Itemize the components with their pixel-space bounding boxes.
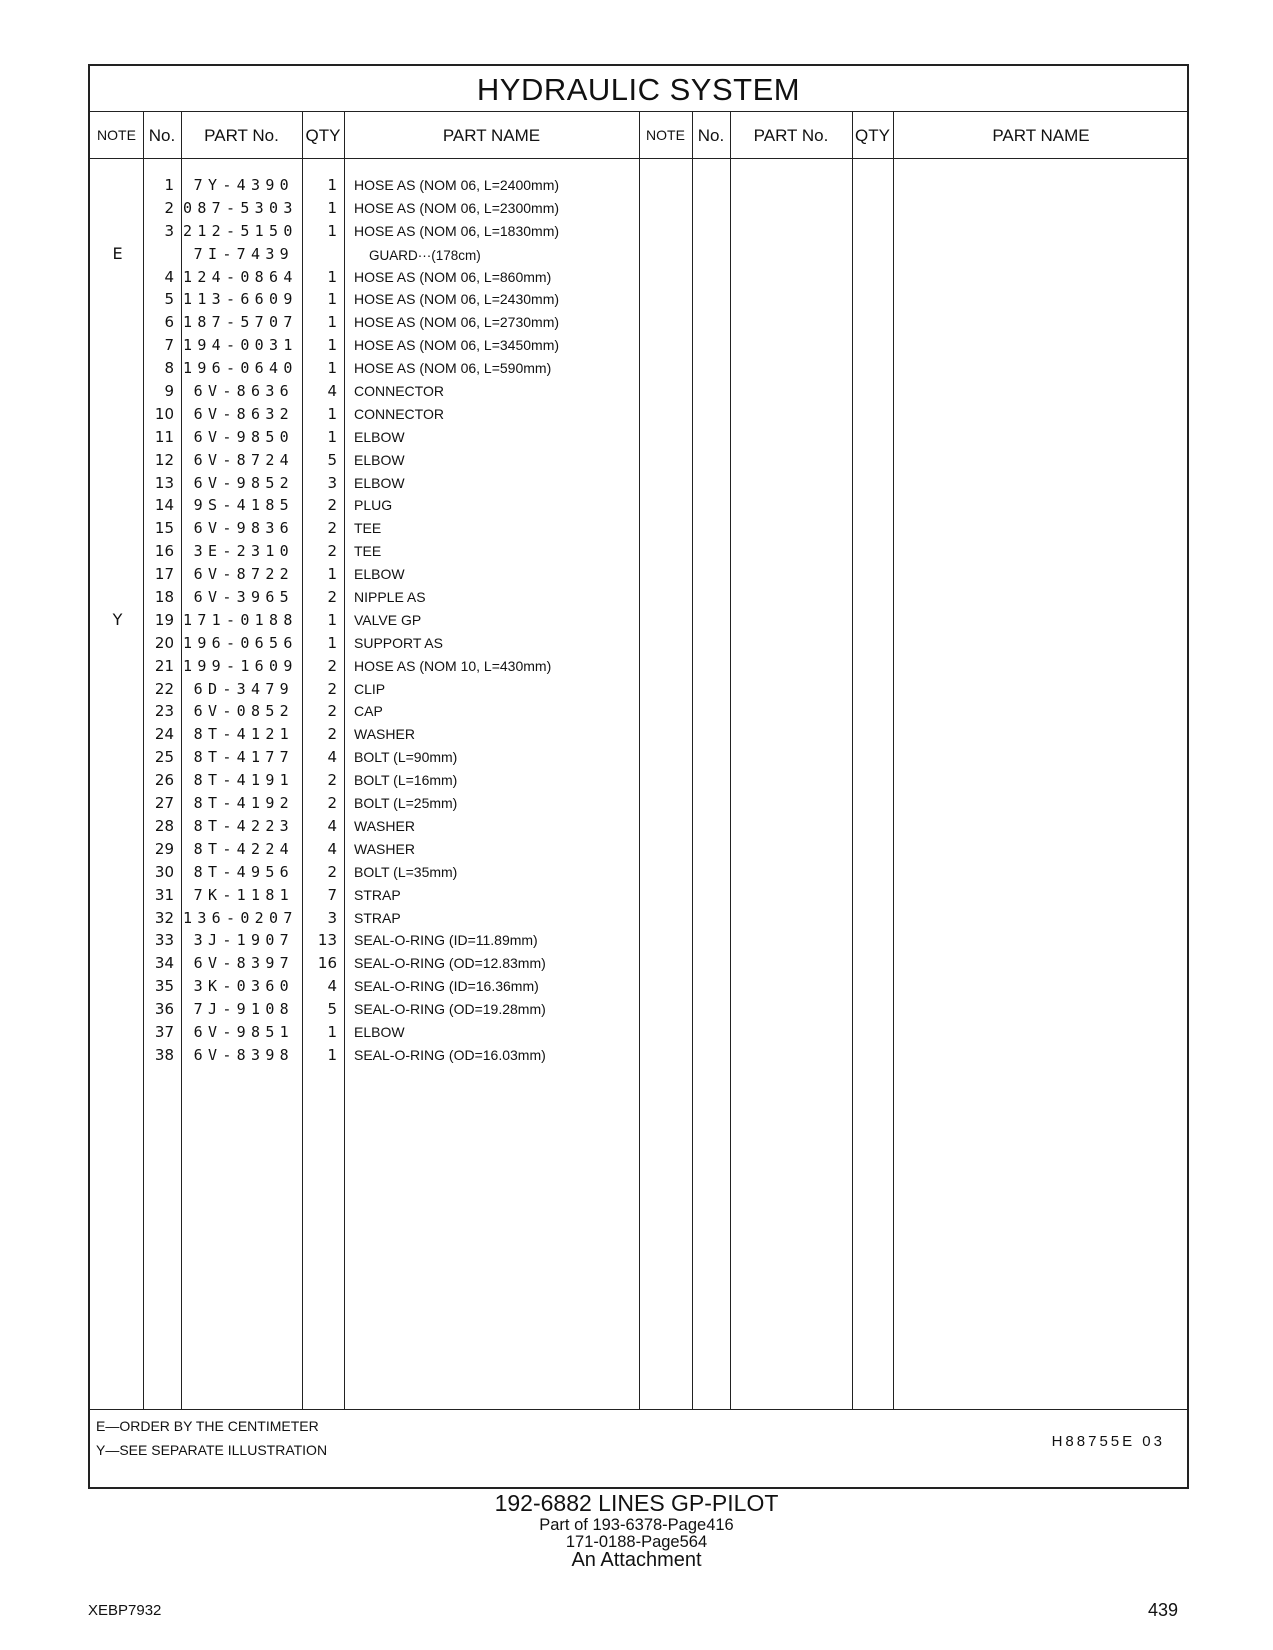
table-row (90, 472, 1187, 495)
row-quantity: 1 (327, 267, 337, 286)
row-quantity: 7 (327, 885, 337, 904)
row-part-name: SEAL-O-RING (ID=16.36mm) (354, 978, 539, 995)
row-part-number: 113-6609 (183, 290, 298, 309)
row-item-number: 23 (154, 702, 174, 721)
row-item-number: 11 (154, 427, 174, 446)
row-item-number: 18 (154, 588, 174, 607)
row-item-number: 2 (164, 198, 174, 217)
row-quantity: 4 (327, 977, 337, 996)
row-part-name: GUARD···(178cm) (369, 247, 481, 263)
row-item-number: 29 (154, 839, 174, 858)
row-item-number: 16 (154, 542, 174, 561)
row-item-number: 28 (154, 816, 174, 835)
row-item-number: 7 (164, 336, 174, 355)
table-row (90, 975, 1187, 998)
row-quantity: 2 (327, 771, 337, 790)
row-part-number: 6V-8397 (193, 954, 294, 973)
row-quantity: 2 (327, 496, 337, 515)
row-quantity: 2 (327, 519, 337, 538)
row-part-number: 6D-3479 (193, 679, 294, 698)
row-part-name: HOSE AS (NOM 06, L=860mm) (354, 268, 552, 285)
section-title: HYDRAULIC SYSTEM (90, 66, 1187, 112)
row-item-number: 3 (164, 221, 174, 240)
row-part-number: 8T-4121 (193, 725, 294, 744)
row-quantity: 1 (327, 633, 337, 652)
header-no-left: No. (148, 126, 176, 145)
row-item-number: 17 (154, 565, 174, 584)
header-note-right: NOTE (646, 127, 685, 143)
row-item-number: 15 (154, 519, 174, 538)
table-row (90, 197, 1187, 220)
row-part-number: 6V-8636 (193, 382, 294, 401)
row-quantity: 4 (327, 839, 337, 858)
illustration-code: H88755E 03 (1051, 1433, 1165, 1450)
legend-note-e: E—ORDER BY THE CENTIMETER (96, 1418, 319, 1434)
row-part-name: CLIP (354, 680, 386, 697)
row-part-name: HOSE AS (NOM 06, L=3450mm) (354, 337, 560, 354)
row-quantity: 1 (327, 221, 337, 240)
row-part-number: 8T-4177 (193, 748, 294, 767)
row-part-number: 194-0031 (183, 336, 298, 355)
row-part-number: 3E-2310 (193, 542, 294, 561)
row-part-number: 212-5150 (183, 221, 298, 240)
row-part-name: SEAL-O-RING (ID=11.89mm) (354, 932, 538, 949)
table-row (90, 540, 1187, 563)
parts-table-body (90, 174, 1187, 1067)
table-row (90, 838, 1187, 861)
row-part-number: 3K-0360 (193, 977, 294, 996)
header-part-no-right: PART No. (753, 126, 829, 145)
table-row (90, 380, 1187, 403)
row-item-number: 13 (154, 473, 174, 492)
row-item-number: 12 (154, 450, 174, 469)
row-part-name: HOSE AS (NOM 06, L=2430mm) (354, 291, 560, 308)
row-item-number: 22 (154, 679, 174, 698)
row-quantity: 5 (327, 450, 337, 469)
header-note-left: NOTE (97, 127, 136, 143)
table-row (90, 563, 1187, 586)
row-item-number: 33 (154, 931, 174, 950)
row-part-number: 8T-4223 (193, 816, 294, 835)
row-part-name: BOLT (L=35mm) (354, 863, 458, 880)
row-part-number: 8T-4956 (193, 862, 294, 881)
row-part-name: ELBOW (354, 474, 405, 491)
row-item-number: 37 (154, 1022, 174, 1041)
row-quantity: 5 (327, 1000, 337, 1019)
table-row (90, 494, 1187, 517)
row-part-number: 7J-9108 (193, 1000, 294, 1019)
row-part-name: HOSE AS (NOM 10, L=430mm) (354, 657, 552, 674)
row-quantity: 2 (327, 588, 337, 607)
row-quantity: 2 (327, 794, 337, 813)
table-row (90, 998, 1187, 1021)
row-part-name: VALVE GP (354, 611, 422, 628)
table-row (90, 884, 1187, 907)
row-item-number: 25 (154, 748, 174, 767)
row-part-number: 6V-9850 (193, 427, 294, 446)
row-quantity: 1 (327, 336, 337, 355)
row-part-number: 136-0207 (183, 908, 298, 927)
table-row (90, 311, 1187, 334)
row-part-number: 7K-1181 (193, 885, 294, 904)
header-part-name-right: PART NAME (992, 126, 1090, 145)
group-title: 192-6882 LINES GP-PILOT (494, 1490, 779, 1516)
row-quantity: 1 (327, 198, 337, 217)
row-item-number: 5 (164, 290, 174, 309)
group-attachment-label: An Attachment (571, 1549, 702, 1571)
row-quantity: 1 (327, 359, 337, 378)
row-quantity: 1 (327, 290, 337, 309)
header-no-right: No. (697, 126, 725, 145)
row-part-number: 199-1609 (183, 656, 298, 675)
row-quantity: 1 (327, 427, 337, 446)
row-quantity: 2 (327, 679, 337, 698)
row-part-name: ELBOW (354, 428, 405, 445)
row-quantity: 1 (327, 313, 337, 332)
row-part-name: WASHER (354, 840, 415, 857)
row-part-name: HOSE AS (NOM 06, L=2400mm) (354, 177, 560, 193)
table-row (90, 517, 1187, 540)
row-part-number: 6V-8722 (193, 565, 294, 584)
row-part-number: 6V-8398 (193, 1045, 294, 1064)
row-part-name: ELBOW (354, 566, 405, 583)
table-row (90, 815, 1187, 838)
row-item-number: 36 (154, 1000, 174, 1019)
row-quantity: 4 (327, 816, 337, 835)
table-row (90, 426, 1187, 449)
row-item-number: 19 (154, 610, 174, 629)
row-part-name: HOSE AS (NOM 06, L=1830mm) (354, 222, 560, 239)
row-item-number: 32 (154, 908, 174, 927)
row-part-name: CONNECTOR (354, 383, 444, 400)
table-row (90, 174, 1187, 197)
table-row (90, 632, 1187, 655)
table-row (90, 243, 1187, 266)
row-quantity: 4 (327, 748, 337, 767)
parts-list-frame (88, 64, 1189, 1489)
row-part-number: 6V-9836 (193, 519, 294, 538)
row-quantity: 2 (327, 542, 337, 561)
row-quantity: 1 (327, 404, 337, 423)
row-item-number: 20 (154, 633, 174, 652)
row-item-number: 31 (154, 885, 174, 904)
row-part-name: HOSE AS (NOM 06, L=2300mm) (354, 199, 560, 216)
row-part-name: TEE (354, 520, 382, 537)
row-part-number: 187-5707 (183, 313, 298, 332)
row-quantity: 3 (327, 473, 337, 492)
row-quantity: 13 (317, 931, 337, 950)
row-quantity: 2 (327, 702, 337, 721)
row-part-number: 6V-8724 (193, 450, 294, 469)
table-row (90, 769, 1187, 792)
row-part-name: TEE (354, 543, 382, 560)
row-quantity: 1 (327, 1045, 337, 1064)
table-row (90, 266, 1187, 289)
row-item-number: 34 (154, 954, 174, 973)
row-part-number: 124-0864 (183, 267, 298, 286)
table-row (90, 334, 1187, 357)
row-item-number: 26 (154, 771, 174, 790)
table-row (90, 655, 1187, 678)
table-row (90, 609, 1187, 632)
header-part-name-left: PART NAME (442, 126, 541, 145)
row-item-number: 27 (154, 794, 174, 813)
table-row (90, 449, 1187, 472)
table-row (90, 357, 1187, 380)
row-note: Y (112, 609, 123, 629)
row-quantity: 3 (327, 908, 337, 927)
row-item-number: 10 (154, 404, 174, 423)
header-qty-right: QTY (855, 126, 890, 145)
header-qty-left: QTY (305, 126, 341, 145)
row-part-number: 087-5303 (183, 198, 298, 217)
table-row (90, 403, 1187, 426)
row-quantity: 2 (327, 656, 337, 675)
row-item-number: 1 (164, 176, 174, 194)
row-item-number: 30 (154, 862, 174, 881)
row-part-number: 6V-8632 (193, 404, 294, 423)
page-number: 439 (1148, 1600, 1179, 1620)
row-part-name: STRAP (354, 886, 401, 903)
document-id: XEBP7932 (88, 1602, 162, 1619)
row-part-name: SEAL-O-RING (OD=19.28mm) (354, 1001, 546, 1018)
table-row (90, 700, 1187, 723)
table-row (90, 929, 1187, 952)
row-part-number: 196-0656 (183, 633, 298, 652)
row-part-number: 8T-4192 (193, 794, 294, 813)
row-part-name: STRAP (354, 909, 401, 926)
row-item-number: 9 (164, 382, 174, 401)
table-row (90, 678, 1187, 701)
row-part-number: 6V-9852 (193, 473, 294, 492)
row-quantity: 4 (327, 382, 337, 401)
row-part-name: WASHER (354, 817, 415, 834)
row-item-number: 38 (154, 1045, 174, 1064)
table-row (90, 220, 1187, 243)
footer-divider (90, 1409, 1187, 1410)
row-quantity: 1 (327, 610, 337, 629)
row-item-number: 35 (154, 977, 174, 996)
row-item-number: 21 (154, 656, 174, 675)
row-part-name: HOSE AS (NOM 06, L=590mm) (354, 360, 552, 377)
header-part-no-left: PART No. (204, 126, 279, 145)
row-part-name: SEAL-O-RING (OD=16.03mm) (354, 1046, 546, 1063)
row-part-number: 3J-1907 (193, 931, 294, 950)
row-part-number: 9S-4185 (193, 496, 294, 515)
row-part-number: 171-0188 (183, 610, 298, 629)
table-row (90, 746, 1187, 769)
row-part-number: 196-0640 (183, 359, 298, 378)
table-row (90, 723, 1187, 746)
table-row (90, 861, 1187, 884)
row-quantity: 1 (327, 1022, 337, 1041)
row-item-number: 6 (164, 313, 174, 332)
row-part-name: SUPPORT AS (354, 634, 443, 651)
table-row (90, 288, 1187, 311)
row-item-number: 24 (154, 725, 174, 744)
row-note: E (112, 243, 123, 263)
row-part-name: CAP (354, 703, 383, 720)
row-part-name: BOLT (L=90mm) (354, 749, 458, 766)
row-part-number: 7I-7439 (193, 244, 294, 263)
row-part-name: ELBOW (354, 1023, 405, 1040)
row-part-number: 7Y-4390 (193, 176, 294, 194)
legend-note-y: Y—SEE SEPARATE ILLUSTRATION (96, 1442, 328, 1458)
row-part-number: 8T-4191 (193, 771, 294, 790)
table-row (90, 952, 1187, 975)
row-part-number: 8T-4224 (193, 839, 294, 858)
row-part-name: WASHER (354, 726, 415, 743)
table-row (90, 1021, 1187, 1044)
row-part-name: NIPPLE AS (354, 589, 426, 606)
row-quantity: 1 (327, 176, 337, 194)
table-row (90, 792, 1187, 815)
row-quantity: 2 (327, 862, 337, 881)
group-page-reference: 171-0188-Page564 (565, 1533, 708, 1551)
table-row (90, 1044, 1187, 1067)
row-part-name: ELBOW (354, 451, 405, 468)
row-part-number: 6V-0852 (193, 702, 294, 721)
row-quantity: 16 (317, 954, 337, 973)
row-part-name: SEAL-O-RING (OD=12.83mm) (354, 955, 546, 972)
row-quantity: 1 (327, 565, 337, 584)
group-parent-reference: Part of 193-6378-Page416 (539, 1516, 734, 1534)
row-part-name: HOSE AS (NOM 06, L=2730mm) (354, 314, 560, 331)
row-part-number: 6V-3965 (193, 588, 294, 607)
row-part-name: BOLT (L=16mm) (354, 772, 458, 789)
row-part-name: BOLT (L=25mm) (354, 795, 458, 812)
table-row (90, 586, 1187, 609)
row-part-name: CONNECTOR (354, 405, 444, 422)
row-item-number: 14 (154, 496, 174, 515)
row-part-name: PLUG (354, 497, 393, 514)
row-item-number: 8 (164, 359, 174, 378)
table-row (90, 907, 1187, 930)
row-item-number: 4 (164, 267, 174, 286)
row-quantity: 2 (327, 725, 337, 744)
row-part-number: 6V-9851 (193, 1022, 294, 1041)
